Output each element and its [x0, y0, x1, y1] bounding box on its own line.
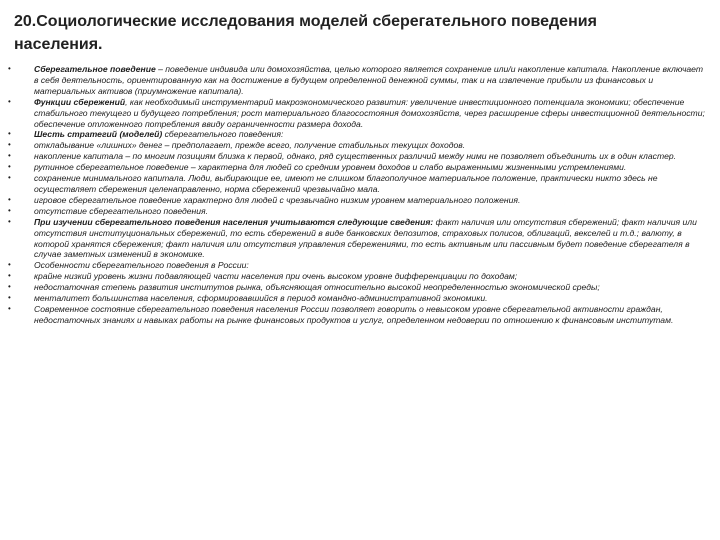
item-text: крайне низкий уровень жизни подавляющей части населения при очень высоком уровне дифференциации по доходам; — [34, 271, 518, 282]
item-text: сохранение минимального капитала. Люди, выбирающие ее, имеют не слишком благополучное материальное положение, практически никто здесь не осуществляет сбережения целенаправленно, норма сбережений чрезвычайно мала. — [34, 173, 658, 194]
bullet-icon: • — [8, 173, 11, 183]
list-item — [8, 271, 708, 282]
item-text: игровое сберегательное поведение характерно для людей с чрезвычайно низким уровнем материального положения. — [34, 194, 521, 205]
list-item — [8, 293, 708, 304]
item-text: накопление капитала – по многим позициям близка к первой, однако, ряд существенных различий между ними не позволяет объединить их в один кластер. — [34, 151, 677, 162]
bullet-icon: • — [8, 282, 11, 292]
item-text: откладывание «лишних» денег – предполагает, прежде всего, получение стабильных текущих доходов. — [34, 140, 466, 151]
bullet-icon: • — [8, 129, 11, 139]
item-text: сберегательного поведения: — [162, 129, 284, 140]
bullet-icon: • — [8, 194, 11, 204]
bullet-list — [8, 64, 708, 326]
bullet-icon: • — [8, 64, 11, 73]
bullet-icon: • — [8, 96, 11, 106]
item-text: менталитет большинства населения, сформировавшийся в период командно-административной экономики. — [34, 293, 488, 304]
list-item — [8, 195, 708, 206]
bullet-icon: • — [8, 162, 11, 172]
list-item — [8, 260, 708, 271]
bullet-icon: • — [8, 260, 11, 270]
list-item — [8, 282, 708, 293]
list-item — [8, 162, 708, 173]
item-text: отсутствие сберегательного поведения. — [34, 205, 209, 216]
item-text: рутинное сберегательное поведение – характерна для людей со средним уровнем доходов и слабо выраженными жизненными устремлениями. — [34, 162, 627, 173]
bullet-icon: • — [8, 293, 11, 303]
list-item — [8, 206, 708, 217]
list-item — [8, 151, 708, 162]
item-text: , как необходимый инструментарий макроэкономического развития: увеличение инвестиционного потенциала экономики; обеспечение стабильного текущего и будущего потребления; рост материального благосостояния домохозяйств, через расширение сферы инвестиционной деятельности; обеспечение отложенного потребления ввиду ограниченности размера дохода. — [34, 96, 705, 129]
item-text: – поведение индивида или домохозяйства, целью которого является сохранение или/и накопление капитала. Накопление включает в себя деятельность, ориентированную как на достижение в будущем определенной денежной суммы, так и на извлечение прибыли из финансовых и материальных активов (приумножение капитала). — [34, 64, 704, 96]
bullet-icon: • — [8, 271, 11, 281]
bullet-icon: • — [8, 303, 11, 313]
list-item — [8, 64, 708, 97]
item-lead: Сберегательное поведение — [34, 64, 156, 74]
item-text: Особенности сберегательного поведения в России: — [34, 260, 249, 271]
slide-title — [14, 10, 704, 56]
bullet-icon: • — [8, 140, 11, 150]
list-item — [8, 97, 708, 130]
slide-title-line-2: населения. — [14, 36, 103, 53]
item-lead: Функции сбережений — [34, 96, 126, 107]
slide-title-line-1: 20.Социологические исследования моделей сберегательного поведения — [14, 13, 597, 30]
list-item — [8, 173, 708, 195]
item-lead: Шесть стратегий (моделей) — [34, 129, 163, 140]
item-text: Современное состояние сберегательного поведения населения России позволяет говорить о невысоком уровне сберегательной активности граждан, недостаточных знаниях и навыках работы на рынке финансовых продуктов и услуг, определенном недоверии по отношению к финансовым институтам. — [34, 303, 674, 325]
item-text: недостаточная степень развития институтов рынка, объясняющая относительно высокой неопределенностью экономической среды; — [34, 282, 600, 293]
list-item — [8, 129, 708, 140]
item-lead: При изучении сберегательного поведения населения учитываются следующие сведения: — [34, 216, 434, 227]
list-item — [8, 217, 708, 261]
bullet-icon: • — [8, 216, 11, 226]
bullet-icon: • — [8, 151, 11, 161]
list-item — [8, 304, 708, 326]
bullet-icon: • — [8, 205, 11, 215]
item-text: факт наличия или отсутствия сбережений; факт наличия или отсутствия институциональных сбережений, то есть сбережений в виде банковских депозитов, страховых полисов, облигаций, векселей и т.д.; валюту, в которой хранятся сбережения; факт наличия или отсутствия управления сбережениями, то есть активным или пассивным будет поведение сберегателя в случае заметных изменений в экономике. — [34, 216, 697, 260]
list-item — [8, 140, 708, 151]
